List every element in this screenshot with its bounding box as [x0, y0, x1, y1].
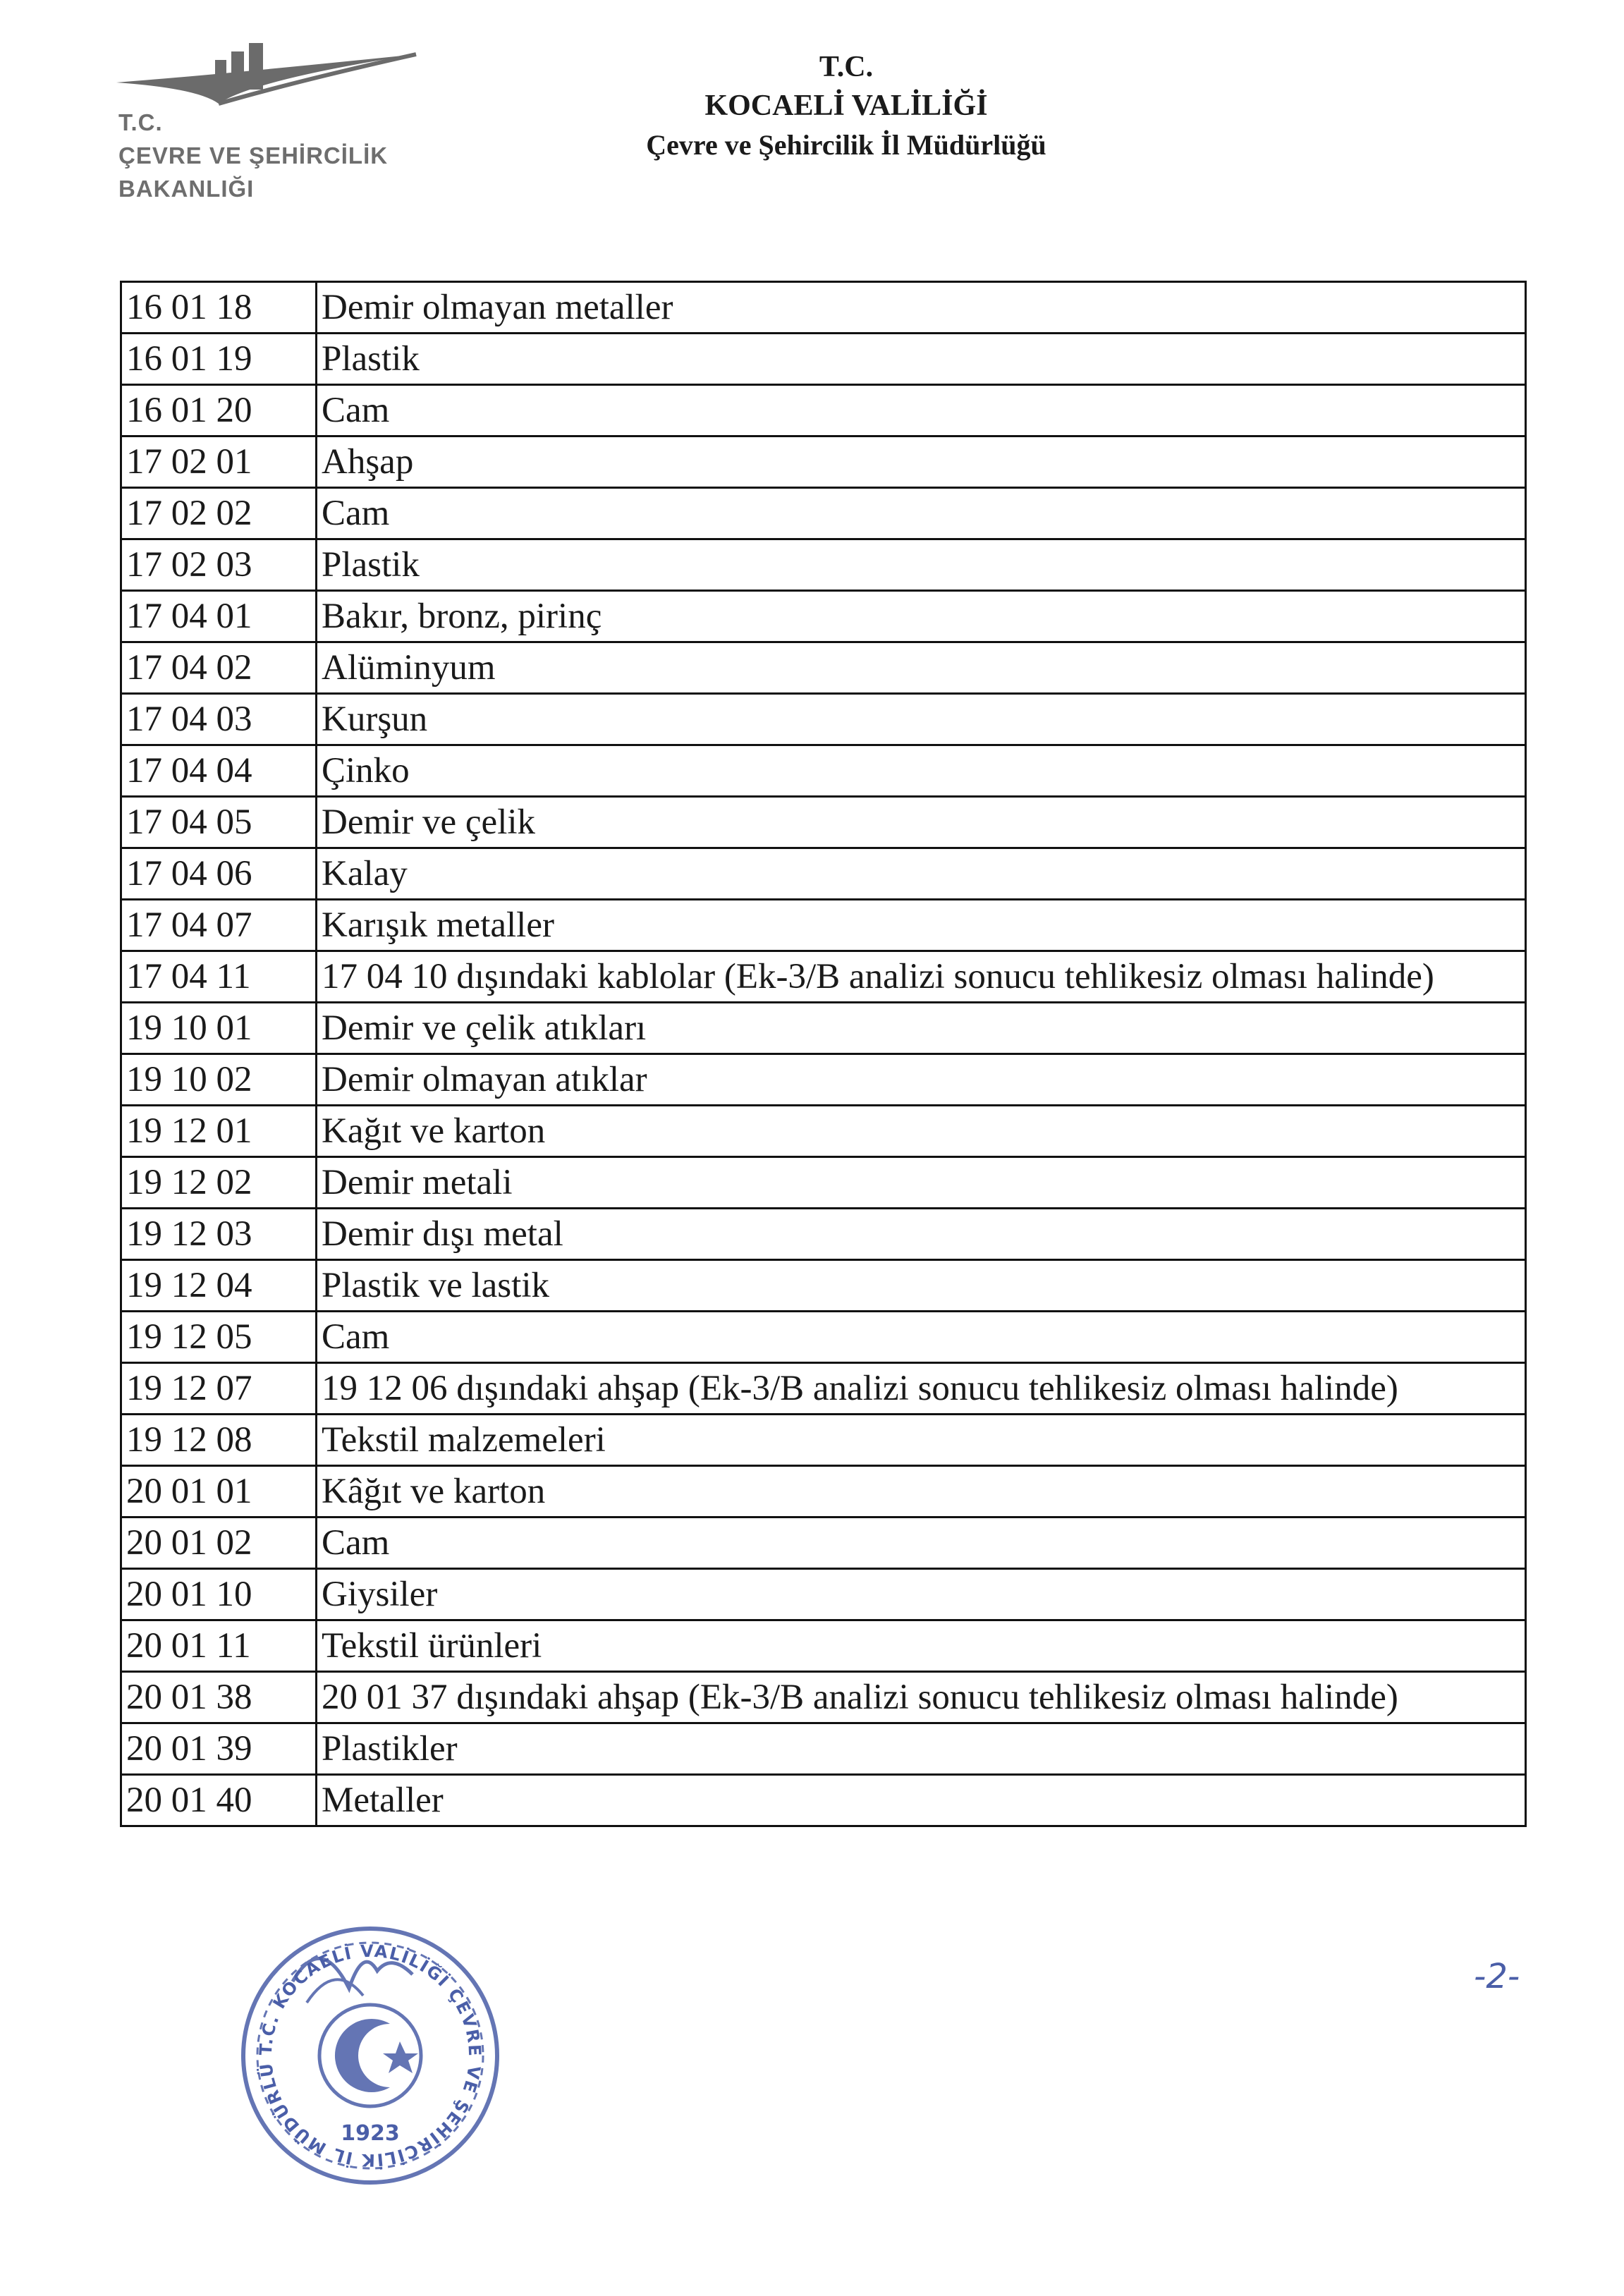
waste-code-cell: 20 01 40 [121, 1775, 317, 1826]
waste-description-cell: Tekstil malzemeleri [317, 1415, 1526, 1466]
table-row [121, 436, 1526, 488]
table-row [121, 1106, 1526, 1157]
waste-code-cell: 17 04 02 [121, 642, 317, 694]
waste-code-cell: 20 01 11 [121, 1620, 317, 1672]
table-row [121, 591, 1526, 642]
waste-code-cell: 19 10 01 [121, 1003, 317, 1054]
waste-description-cell: 20 01 37 dışındaki ahşap (Ek-3/B analizi sonucu tehlikesiz olması halinde) [317, 1672, 1526, 1723]
waste-code-cell: 20 01 10 [121, 1569, 317, 1620]
logo-line-ministry: ÇEVRE VE ŞEHİRCİLİK [118, 142, 389, 169]
stamp-seal-icon [215, 1904, 525, 2200]
waste-description-cell: Kağıt ve karton [317, 1106, 1526, 1157]
waste-description-cell: Giysiler [317, 1569, 1526, 1620]
table-row [121, 1620, 1526, 1672]
table-row [121, 1003, 1526, 1054]
table-row [121, 1209, 1526, 1260]
waste-description-cell: Cam [317, 1312, 1526, 1363]
page-number: -2- [1474, 1957, 1520, 1996]
header-directorate: Çevre ve Şehircilik İl Müdürlüğü [646, 129, 1046, 161]
table-row [121, 1466, 1526, 1518]
table-row [121, 1260, 1526, 1312]
waste-code-cell: 19 12 08 [121, 1415, 317, 1466]
waste-description-cell: Demir metali [317, 1157, 1526, 1209]
table-row [121, 900, 1526, 951]
table-row [121, 282, 1526, 334]
waste-description-cell: Demir olmayan atıklar [317, 1054, 1526, 1106]
waste-description-cell: Ahşap [317, 436, 1526, 488]
waste-code-cell: 20 01 38 [121, 1672, 317, 1723]
waste-code-cell: 19 12 07 [121, 1363, 317, 1415]
table-row [121, 642, 1526, 694]
ministry-logo-mark [113, 39, 437, 116]
waste-description-cell: Alüminyum [317, 642, 1526, 694]
waste-code-cell: 19 12 01 [121, 1106, 317, 1157]
header-governorship: KOCAELİ VALİLİĞİ [704, 90, 988, 122]
waste-code-cell: 16 01 18 [121, 282, 317, 334]
waste-code-cell: 19 12 05 [121, 1312, 317, 1363]
document-header [423, 48, 1269, 164]
waste-code-cell: 20 01 02 [121, 1518, 317, 1569]
table-row [121, 385, 1526, 436]
waste-description-cell: Demir ve çelik [317, 797, 1526, 848]
official-stamp [215, 1904, 525, 2200]
waste-code-cell: 17 02 03 [121, 539, 317, 591]
waste-code-cell: 19 10 02 [121, 1054, 317, 1106]
table-row [121, 1157, 1526, 1209]
waste-description-cell: Demir dışı metal [317, 1209, 1526, 1260]
table-row [121, 334, 1526, 385]
waste-description-cell: Plastik ve lastik [317, 1260, 1526, 1312]
waste-code-cell: 17 04 07 [121, 900, 317, 951]
waste-code-cell: 17 04 05 [121, 797, 317, 848]
waste-description-cell: Kâğıt ve karton [317, 1466, 1526, 1518]
waste-description-cell: Metaller [317, 1775, 1526, 1826]
waste-description-cell: 17 04 10 dışındaki kablolar (Ek-3/B analizi sonucu tehlikesiz olması halinde) [317, 951, 1526, 1003]
waste-description-cell: Plastik [317, 539, 1526, 591]
waste-description-cell: Bakır, bronz, pirinç [317, 591, 1526, 642]
waste-code-cell: 17 04 11 [121, 951, 317, 1003]
header-tc: T.C. [819, 51, 874, 83]
waste-description-cell: Kurşun [317, 694, 1526, 745]
waste-description-cell: 19 12 06 dışındaki ahşap (Ek-3/B analizi sonucu tehlikesiz olması halinde) [317, 1363, 1526, 1415]
waste-code-cell: 20 01 39 [121, 1723, 317, 1775]
logo-line-bakanlik: BAKANLIĞI [118, 176, 255, 202]
table-row [121, 1672, 1526, 1723]
table-row [121, 1723, 1526, 1775]
stamp-year: 1923 [341, 2121, 400, 2146]
table-row [121, 1054, 1526, 1106]
waste-description-cell: Cam [317, 1518, 1526, 1569]
waste-description-cell: Demir olmayan metaller [317, 282, 1526, 334]
waste-code-cell: 17 04 04 [121, 745, 317, 797]
waste-code-cell: 16 01 19 [121, 334, 317, 385]
table-row [121, 488, 1526, 539]
waste-description-cell: Plastik [317, 334, 1526, 385]
waste-code-cell: 19 12 02 [121, 1157, 317, 1209]
waste-code-cell: 16 01 20 [121, 385, 317, 436]
waste-code-cell: 17 02 02 [121, 488, 317, 539]
waste-code-cell: 19 12 04 [121, 1260, 317, 1312]
waste-code-cell: 17 02 01 [121, 436, 317, 488]
waste-code-cell: 17 04 01 [121, 591, 317, 642]
waste-description-cell: Kalay [317, 848, 1526, 900]
waste-description-cell: Tekstil ürünleri [317, 1620, 1526, 1672]
table-row [121, 951, 1526, 1003]
table-row [121, 848, 1526, 900]
waste-code-table [120, 281, 1527, 1827]
table-row [121, 745, 1526, 797]
waste-code-cell: 20 01 01 [121, 1466, 317, 1518]
waste-description-cell: Cam [317, 488, 1526, 539]
table-row [121, 797, 1526, 848]
table-row [121, 539, 1526, 591]
waste-code-cell: 17 04 03 [121, 694, 317, 745]
waste-description-cell: Plastikler [317, 1723, 1526, 1775]
ministry-logo [113, 39, 437, 222]
waste-description-cell: Cam [317, 385, 1526, 436]
waste-description-cell: Karışık metaller [317, 900, 1526, 951]
table-row [121, 1363, 1526, 1415]
table-row [121, 694, 1526, 745]
waste-description-cell: Demir ve çelik atıkları [317, 1003, 1526, 1054]
waste-description-cell: Çinko [317, 745, 1526, 797]
table-row [121, 1775, 1526, 1826]
table-row [121, 1415, 1526, 1466]
waste-code-cell: 19 12 03 [121, 1209, 317, 1260]
waste-code-cell: 17 04 06 [121, 848, 317, 900]
table-row [121, 1518, 1526, 1569]
logo-line-tc: T.C. [118, 109, 163, 135]
table-row [121, 1312, 1526, 1363]
table-row [121, 1569, 1526, 1620]
stamp-ring-text: T.C. KOCAELİ VALİLİĞİ ÇEVRE VE ŞEHİRCİLİK İL MÜDÜRLÜ [255, 1941, 485, 2170]
